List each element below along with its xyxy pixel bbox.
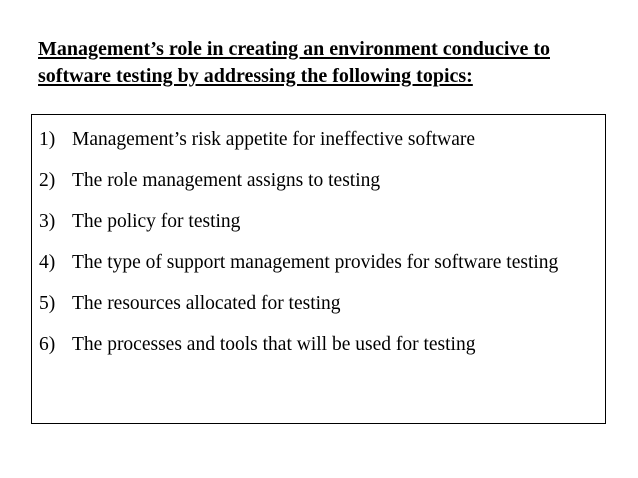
topic-list: [39, 123, 599, 369]
slide-title: Management’s role in creating an environment conducive to software testing by addressing the following topics:: [38, 38, 550, 87]
topic-text: The type of support management provides for software testing: [72, 252, 559, 273]
topic-number: 4): [39, 252, 56, 273]
topic-number: 5): [39, 293, 56, 314]
topic-text: The processes and tools that will be used for testing: [72, 334, 476, 355]
topic-item: [39, 328, 599, 362]
topic-item: [39, 123, 599, 157]
topic-number: 2): [39, 170, 56, 191]
topic-item: [39, 287, 599, 321]
topic-text: The resources allocated for testing: [72, 293, 341, 314]
topic-text: Management’s risk appetite for ineffective software: [72, 129, 476, 150]
topic-item: [39, 246, 599, 280]
topic-number: 6): [39, 334, 56, 355]
topic-number: 3): [39, 211, 56, 232]
topic-text: The policy for testing: [72, 211, 241, 232]
topic-item: [39, 164, 599, 198]
topic-number: 1): [39, 129, 56, 150]
topic-item: [39, 205, 599, 239]
topic-text: The role management assigns to testing: [72, 170, 381, 191]
topics-box: [31, 114, 606, 424]
